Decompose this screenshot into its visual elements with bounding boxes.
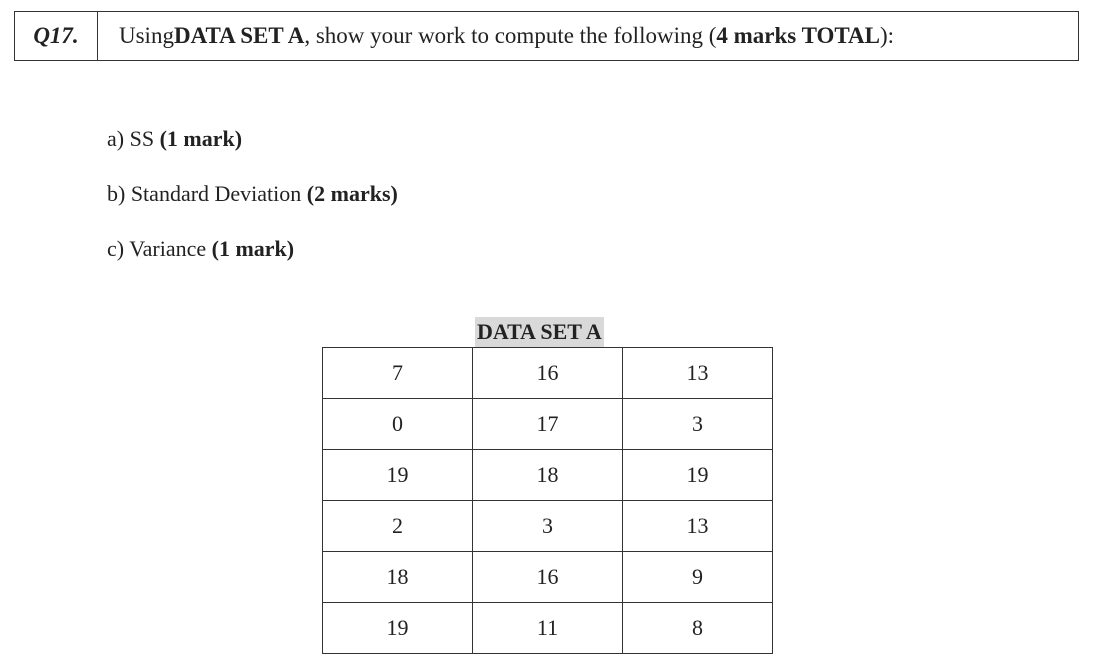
table-cell: 0 xyxy=(323,399,473,450)
table-cell: 9 xyxy=(623,552,773,603)
table-cell: 13 xyxy=(623,501,773,552)
subquestion-c-marks: (1 mark) xyxy=(211,236,295,261)
question-text-part2: , show your work to compute the following ( xyxy=(304,23,717,48)
table-cell: 11 xyxy=(473,603,623,654)
table-cell: 17 xyxy=(473,399,623,450)
subquestion-a-label: a) SS xyxy=(107,126,160,151)
question-header xyxy=(14,11,1079,61)
table-cell: 13 xyxy=(623,348,773,399)
table-cell: 19 xyxy=(323,603,473,654)
table-cell: 2 xyxy=(323,501,473,552)
subquestion-b-marks: (2 marks) xyxy=(306,181,398,206)
table-row xyxy=(323,348,773,399)
table-cell: 8 xyxy=(623,603,773,654)
data-table xyxy=(322,347,773,654)
subquestion-a-marks: (1 mark) xyxy=(159,126,243,151)
table-row xyxy=(323,501,773,552)
table-cell: 3 xyxy=(473,501,623,552)
data-table-title: DATA SET A xyxy=(475,317,604,347)
question-text xyxy=(98,12,1078,60)
question-number: Q17. xyxy=(15,12,98,60)
table-cell: 19 xyxy=(623,450,773,501)
table-cell: 3 xyxy=(623,399,773,450)
question-text-part3: ): xyxy=(879,23,895,48)
table-cell: 7 xyxy=(323,348,473,399)
table-row xyxy=(323,450,773,501)
table-cell: 18 xyxy=(473,450,623,501)
question-text-total-marks: 4 marks TOTAL xyxy=(716,23,880,48)
subquestion-a xyxy=(107,126,242,152)
question-text-dataset: DATA SET A xyxy=(173,23,305,48)
table-row xyxy=(323,603,773,654)
subquestion-c-label: c) Variance xyxy=(107,236,212,261)
question-text-part1: Using xyxy=(119,23,174,48)
subquestion-c xyxy=(107,236,294,262)
table-cell: 16 xyxy=(473,552,623,603)
subquestion-b xyxy=(107,181,398,207)
table-cell: 19 xyxy=(323,450,473,501)
table-row xyxy=(323,399,773,450)
table-row xyxy=(323,552,773,603)
subquestion-b-label: b) Standard Deviation xyxy=(107,181,307,206)
table-cell: 16 xyxy=(473,348,623,399)
table-cell: 18 xyxy=(323,552,473,603)
